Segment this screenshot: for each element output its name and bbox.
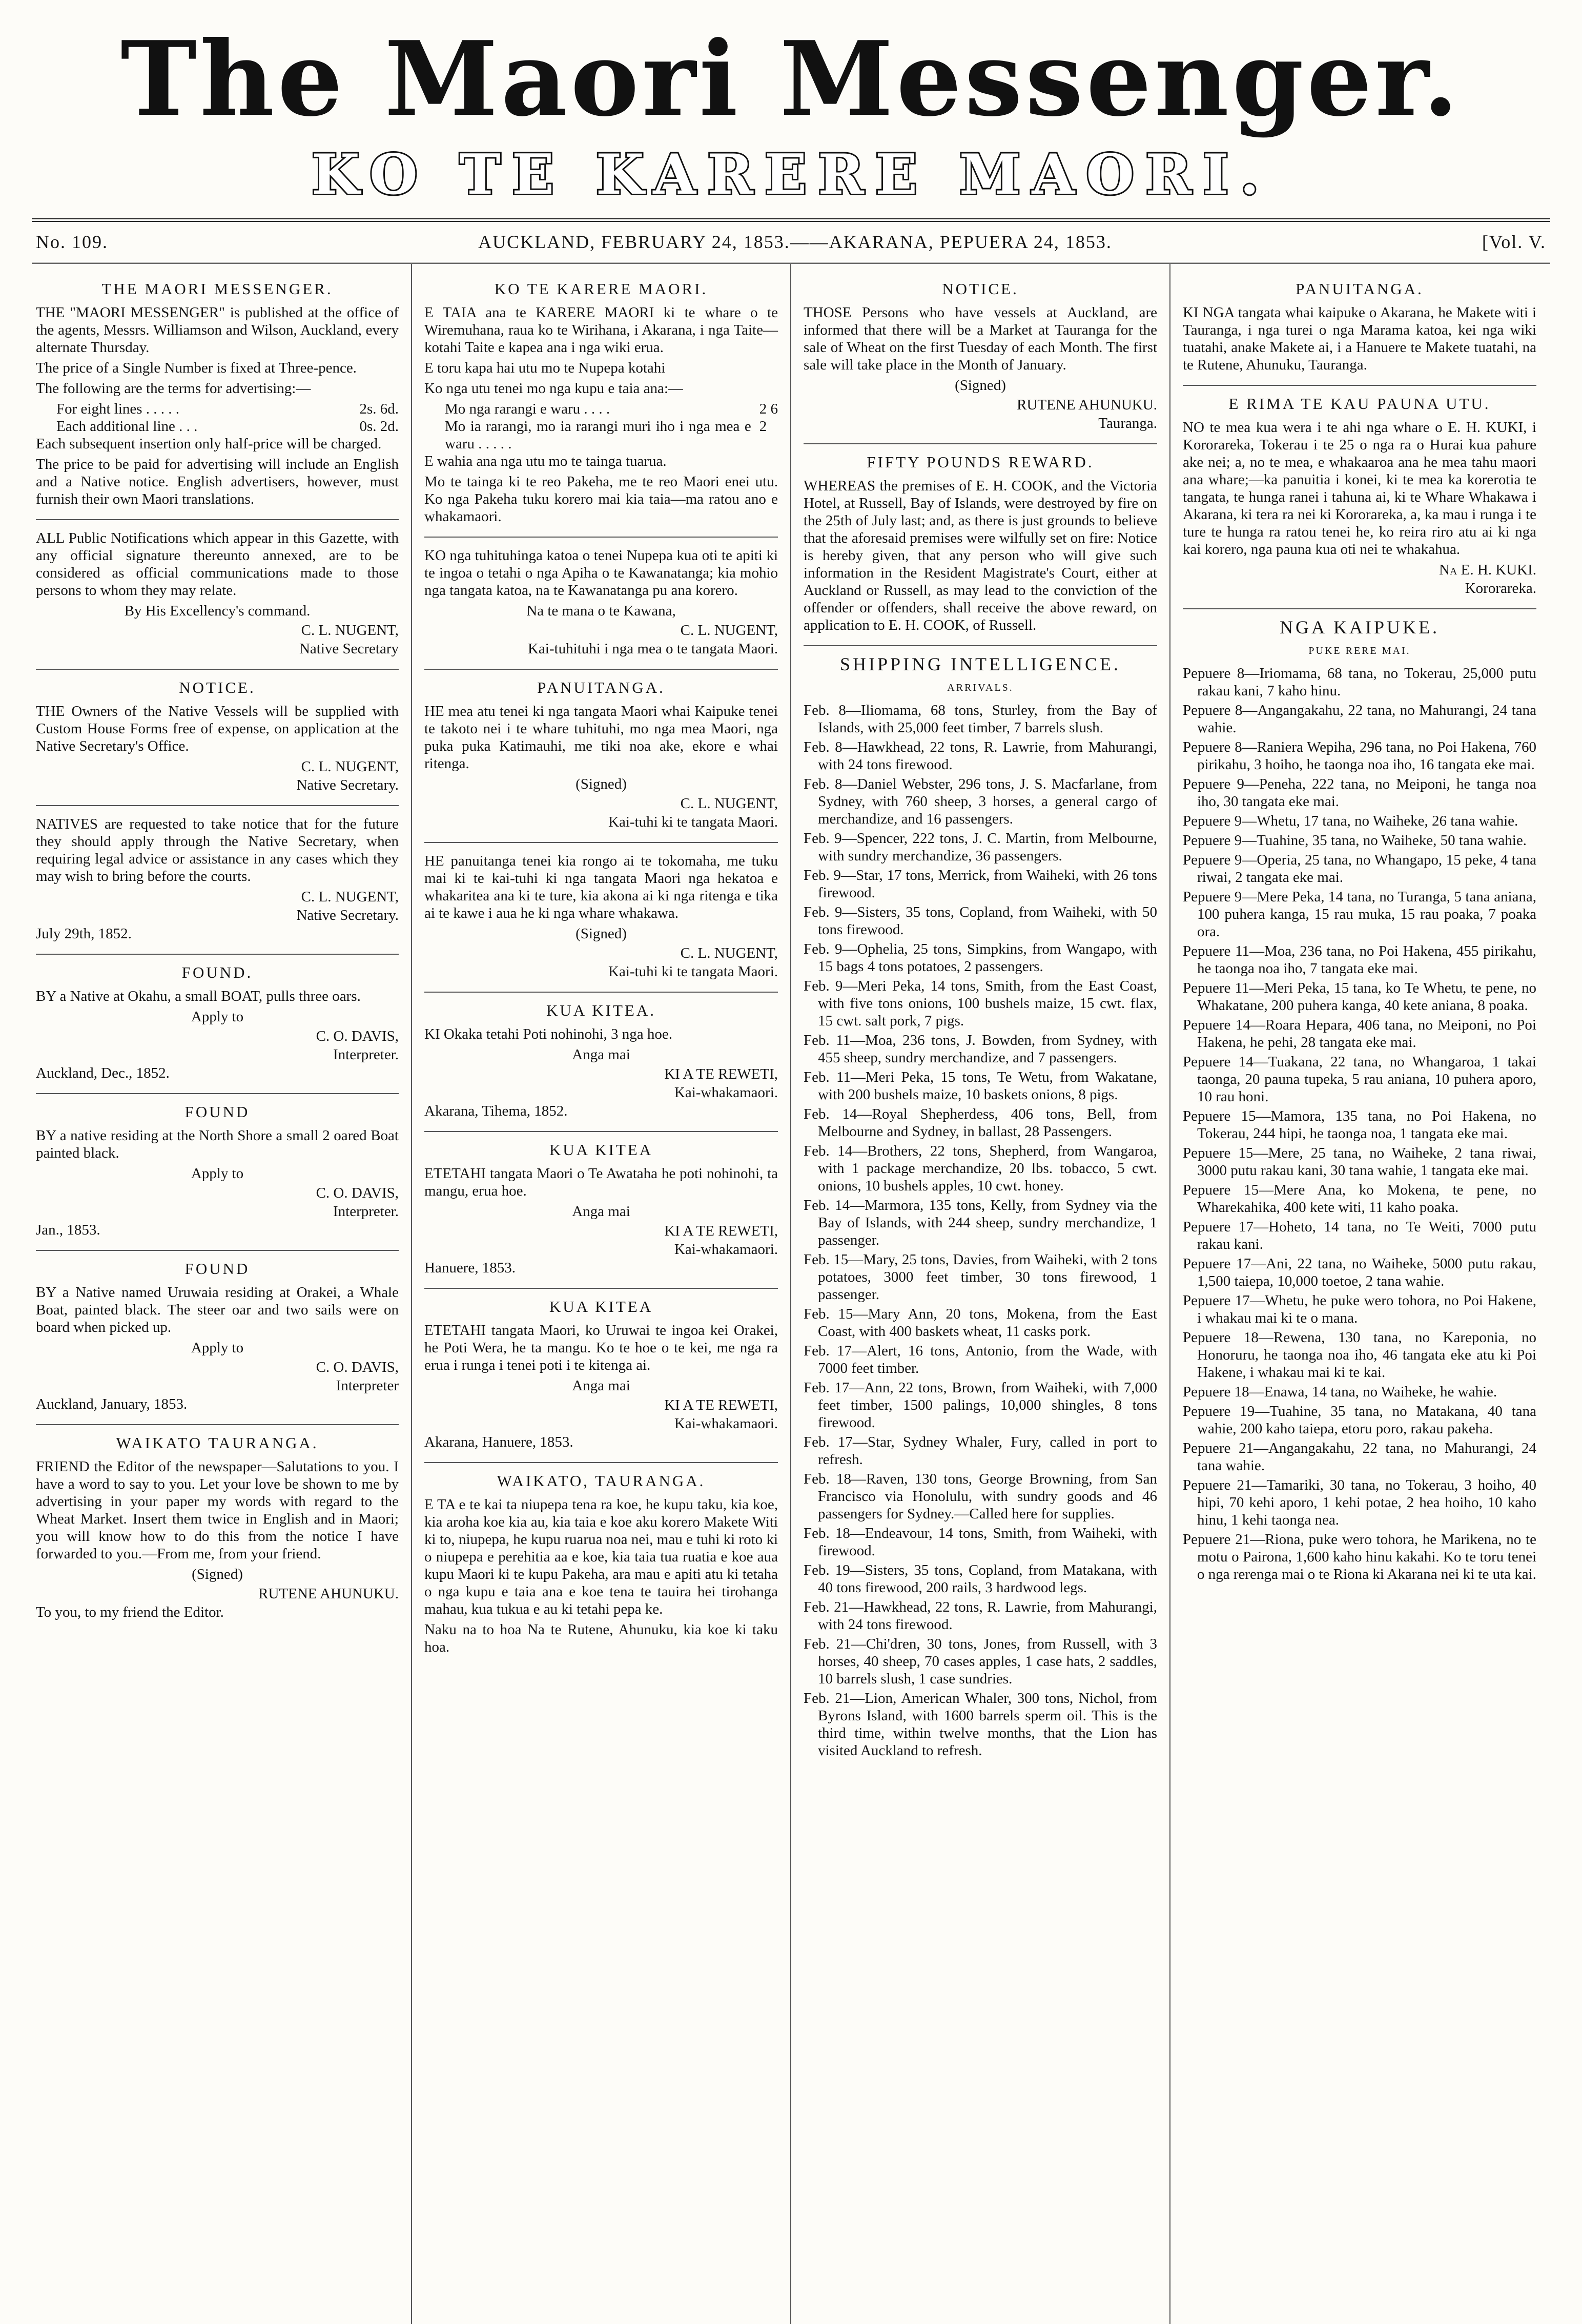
divider [424,1288,778,1289]
notice-signature-title: Native Secretary [299,641,399,657]
arrival-entry: Feb. 9—Ophelia, 25 tons, Simpkins, from Wangapo, with 15 bags 4 tons potatoes, 2 passengers. [804,941,1157,975]
paragraph: E TAIA ana te KARERE MAORI ki te whare o te Wiremuhana, raua ko te Wirihana, i Akarana, i nga Taite—kotahi Taite e kapea ana i nga wiki erua. [424,304,778,356]
notice-place: Tauranga. [1098,415,1157,431]
rate-label: Mo nga rarangi e waru . . . . [445,401,610,417]
notice-signature: C. L. NUGENT, [680,795,778,812]
notice-body: HE mea atu tenei ki nga tangata Maori whai Kaipuke tenei te takoto nei i te whare tuhituhi, mo nga mea Maori, nga puka puka Katimauhi, me tiki noa ake, ekore e whai ritenga. [424,703,778,772]
notice-signature: KI A TE REWETI, [664,1066,778,1082]
notice-signature-title: Interpreter. [333,1203,399,1220]
arrival-entry: Feb. 18—Endeavour, 14 tons, Smith, from Waiheki, with firewood. [804,1525,1157,1559]
rate-value: 0s. 2d. [359,418,399,435]
paragraph: THE "MAORI MESSENGER" is published at the office of the agents, Messrs. Williamson and Wilson, Auckland, every alternate Thursday. [36,304,399,356]
divider [36,1250,399,1251]
arrival-entry: Feb. 11—Moa, 236 tons, J. Bowden, from Sydney, with 455 sheep, sundry merchandize, and 7 passengers. [804,1032,1157,1066]
masthead-rule [32,218,1550,222]
arrival-entry: Pepuere 9—Whetu, 17 tana, no Waiheke, 26 tana wahie. [1183,813,1518,829]
paragraph: E wahia ana nga utu mo te tainga tuarua. [424,453,667,469]
divider [804,443,1157,444]
notice-body: BY a Native named Uruwaia residing at Orakei, a Whale Boat, painted black. The steer oar and two sails were on board when picked up. [36,1284,399,1335]
section-heading: PANUITANGA. [537,678,665,696]
paragraph: The price to be paid for advertising will include an English and a Native notice. English advertisers, however, must furnish their own Maori translations. [36,456,399,507]
arrival-entry: Feb. 8—Hawkhead, 22 tons, R. Lawrie, from Mahurangi, with 24 tons firewood. [804,739,1157,773]
section-subheading: ARRIVALS. [947,682,1014,693]
section-heading: NGA KAIPUKE. [1280,617,1440,637]
arrival-entry: Pepuere 17—Whetu, he puke wero tohora, no Poi Hakene, i whakau mai ki te o mana. [1183,1292,1536,1326]
notice-signature: RUTENE AHUNUKU. [1017,397,1157,413]
arrival-entry: Feb. 9—Meri Peka, 14 tons, Smith, from the East Coast, with five tons onions, 100 bushels maize, 15 cwt. flax, 15 cwt. salt pork, 7 pigs. [804,978,1157,1029]
notice-signature-title: Interpreter [336,1377,399,1394]
notice-signature: C. L. NUGENT, [301,889,399,905]
divider [36,519,399,520]
paragraph: Mo te tainga ki te reo Pakeha, me te reo Maori enei utu. Ko nga Pakeha tuku korero mai kia taia—ma ratou ano e whakamaori. [424,474,778,525]
newspaper-title: The Maori Messenger. [120,19,1462,139]
arrival-entry: Pepuere 19—Tuahine, 35 tana, no Matakana, 40 tana wahie, 200 kaho taiepa, etoru poro, rakau pakeha. [1183,1403,1536,1437]
arrival-entry: Feb. 15—Mary, 25 tons, Davies, from Waiheki, with 2 tons potatoes, 3000 feet timber, 30 tons firewood, 1 passenger. [804,1251,1157,1303]
arrival-entry: Feb. 17—Alert, 16 tons, Antonio, from the Wade, with 7000 feet timber. [804,1343,1157,1376]
section-heading: THE MAORI MESSENGER. [101,280,333,298]
notice-signature: C. O. DAVIS, [316,1359,399,1375]
section-heading: PANUITANGA. [1296,280,1424,298]
rate-label: Each additional line . . . [56,418,198,435]
column-3 [790,264,1169,2324]
arrival-entry: Feb. 11—Meri Peka, 15 tons, Te Wetu, from Wakatane, with 200 bushels maize, 10 baskets onions, 8 pigs. [804,1069,1157,1103]
arrival-entry: Pepuere 21—Riona, puke wero tohora, he Marikena, no te motu o Pairona, 1,600 kaho hinu kakahi. Ko te toru tenei o nga rerenga mai o te Riona ki Akarana nei ki te uta kai. [1183,1531,1536,1582]
notice-signature: Na E. H. KUKI. [1439,562,1536,578]
section-heading: FOUND [184,1103,250,1121]
notice-signature: KI A TE REWETI, [664,1223,778,1239]
section-heading: WAIKATO TAURANGA. [116,1434,319,1452]
arrival-entry: Feb. 14—Brothers, 22 tons, Shepherd, from Wangaroa, with 1 package merchandize, 20 lbs. tobacco, 5 cwt. onions, 10 bushels apples, 10 cwt. honey. [804,1143,1157,1194]
arrival-entry: Feb. 9—Sisters, 35 tons, Copland, from Waiheki, with 50 tons firewood. [804,904,1157,938]
arrival-entry: Feb. 19—Sisters, 35 tons, Copland, from Matakana, with 40 tons firewood, 200 rails, 3 hardwood legs. [804,1562,1157,1596]
letter-signature: RUTENE AHUNUKU. [258,1586,399,1602]
notice-signature: C. L. NUGENT, [680,622,778,639]
divider [424,669,778,670]
section-heading: E RIMA TE KAU PAUNA UTU. [1228,395,1491,413]
arrival-entry: Pepuere 18—Rewena, 130 tana, no Kareponia, no Honoruru, he taonga noa iho, 46 tangata eke atu ki Poi Hakene, i whakau mai ki te kai. [1183,1329,1536,1381]
notice-body: ALL Public Notifications which appear in this Gazette, with any official signature thereunto annexed, are to be considered as official communications made to those persons to whom they may relate. [36,530,399,599]
notice-body: KI NGA tangata whai kaipuke o Akarana, he Makete witi i Tauranga, i nga turei o nga Marama katoa, kei nga wiki tuatahi, anake Makete ai, i a Hanuere te Makete tuatahi, na te Rutene, Ahunuku, Tauranga. [1183,304,1536,373]
notice-body: ETETAHI tangata Maori, ko Uruwai te ingoa kei Orakei, he Poti Wera, he ta mangu. Ko te hoe o te kei, me nga ra erua i runga i tenei poti i te kitenga ai. [424,1322,778,1373]
rate-value: 2 [759,418,767,435]
notice-signature-title: Kai-tuhituhi i nga mea o te tangata Maori. [527,641,778,657]
notice-date: Hanuere, 1853. [424,1260,516,1276]
divider [36,805,399,806]
notice-body: KI Okaka tetahi Poti nohinohi, 3 nga hoe. [424,1026,673,1042]
section-subheading: PUKE RERE MAI. [1308,645,1411,656]
column-1 [32,264,411,2324]
advertising-rates [424,400,778,453]
arrival-entry: Feb. 15—Mary Ann, 20 tons, Mokena, from the East Coast, with 400 baskets wheat, 11 casks pork. [804,1306,1157,1340]
notice-apply: Anga mai [572,1046,630,1063]
arrival-entry: Pepuere 17—Hoheto, 14 tana, no Te Weiti, 7000 putu rakau kani. [1183,1219,1536,1252]
divider [804,645,1157,646]
arrival-entry: Feb. 21—Hawkhead, 22 tons, R. Lawrie, from Mahurangi, with 24 tons firewood. [804,1599,1157,1633]
letter-addressee: To you, to my friend the Editor. [36,1604,224,1620]
arrival-entry: Pepuere 15—Mere Ana, ko Mokena, te pene, no Wharekahika, 400 kete witi, 11 kaho poaka. [1183,1182,1536,1216]
arrival-entry: Feb. 14—Royal Shepherdess, 406 tons, Bell, from Melbourne and Sydney, in ballast, 28 Passengers. [804,1106,1157,1140]
notice-body: KO nga tuhituhinga katoa o tenei Nupepa kua oti te apiti ki te ingoa o tetahi o nga Apiha o te Kawanatanga; kia mohio nga tangata katoa, na te Kawanatanga pu ana korero. [424,547,778,599]
section-heading: SHIPPING INTELLIGENCE. [840,654,1121,674]
arrival-entry: Pepuere 9—Mere Peka, 14 tana, no Turanga, 5 tana aniana, 100 puhera kanga, 15 rau muka, 15 rau poaka, 7 poaka ora. [1183,889,1536,940]
notice-signed: (Signed) [576,776,627,792]
letter-signed: (Signed) [192,1566,243,1582]
notice-apply: Apply to [191,1165,244,1182]
notice-date: Auckland, Dec., 1852. [36,1065,170,1081]
arrivals-list [1183,665,1536,1583]
issue-number: No. 109. [36,232,108,252]
rate-value: 2s. 6d. [359,401,399,417]
notice-body: ETETAHI tangata Maori o Te Awataha he poti nohinohi, ta mangu, erua hoe. [424,1165,778,1199]
arrival-entry: Feb. 17—Star, Sydney Whaler, Fury, called in port to refresh. [804,1434,1157,1468]
divider [1183,608,1536,609]
divider [424,1131,778,1132]
arrival-entry: Pepuere 21—Angangakahu, 22 tana, no Mahurangi, 24 tana wahie. [1183,1440,1536,1474]
letter-closing: Naku na to hoa Na te Rutene, Ahunuku, kia koe ki taku hoa. [424,1621,778,1655]
arrival-entry: Feb. 9—Spencer, 222 tons, J. C. Martin, from Melbourne, with sundry merchandize, 36 passengers. [804,830,1157,864]
letter-body: E TA e te kai ta niupepa tena ra koe, he kupu taku, kia koe, kia aroha koe kia au, kia taia e koe aku korero Makete Witi ki to, niupepa, he kupu ruarua noa nei, mau e tuhi ki roto ki o niupepa e perehitia aa e koe, kia taia tua ruatia e koe aua kupu Maori ki te kupu Pakeha, ara mau e apiti atu ki tetaha o nga kupu e taia ana e koe tena te tauira hei tirohanga mahau, kua tukua e au ki tetahi pepa ke. [424,1496,778,1617]
divider [424,842,778,843]
divider [36,1093,399,1094]
rate-value: 2 6 [759,401,778,417]
notice-body: HE panuitanga tenei kia rongo ai te tokomaha, me tuku mai ki te kai-tuhi ki nga tangata Maori nga hekatoa e whakaritea ana ki te ture, kia akona ai ki nga ritenga e tika ai te kawe i aua he ki nga whare whakawa. [424,853,778,921]
advertising-rates [36,400,399,435]
rate-label: For eight lines . . . . . [56,401,180,417]
notice-body: NO te mea kua wera i te ahi nga whare o E. H. KUKI, i Kororareka, Tokerau i te 25 o nga ra o Hurai kua pahure ake nei; a, no te mea, e whakaaroa ana he mea tahu maori ana whare;—ka panuitia i konei, ki te mea ka korerotia te tangata, te hunga ranei i tahuna ai, ki te Whare Whakawa i Akarana, ki tera ra nei ki Kororareka, a, ka mau i runga i te ture te hunga ra ratou tenei he, ko reira riro atu ai ki nga kai korero, nga pauna kua oti nei te whakahua. [1183,419,1536,558]
notice-date: July 29th, 1852. [36,926,132,942]
paragraph: The following are the terms for advertising:— [36,380,311,397]
notice-signed: (Signed) [955,377,1006,394]
notice-date: Auckland, January, 1853. [36,1396,188,1412]
arrival-entry: Feb. 9—Star, 17 tons, Merrick, from Waiheki, with 26 tons firewood. [804,867,1157,901]
arrival-entry: Pepuere 8—Iriomama, 68 tana, no Tokerau, 25,000 putu rakau kani, 7 kaho hinu. [1183,665,1536,699]
divider [36,669,399,670]
notice-apply: Anga mai [572,1377,630,1394]
notice-date: Jan., 1853. [36,1222,100,1238]
paragraph: E toru kapa hai utu mo te Nupepa kotahi [424,360,666,376]
dateline [32,222,1550,260]
newspaper-subtitle: KO TE KARERE MAORI. [311,142,1271,207]
section-heading: KO TE KARERE MAORI. [494,280,708,298]
arrival-entry: Feb. 8—Iliomama, 68 tons, Sturley, from the Bay of Islands, with 25,000 feet timber, 7 barrels slush. [804,702,1157,736]
arrival-entry: Feb. 18—Raven, 130 tons, George Browning, from San Francisco via Honolulu, with sundry goods and 46 passengers for Sydney.—Called here for supplies. [804,1471,1157,1522]
notice-signature: KI A TE REWETI, [664,1397,778,1413]
arrival-entry: Pepuere 9—Operia, 25 tana, no Whangapo, 15 peke, 4 tana riwai, 2 tangata eke mai. [1183,852,1536,886]
divider [424,537,778,538]
notice-signature-title: Kai-tuhi ki te tangata Maori. [608,963,778,980]
notice-signature-title: Kai-tuhi ki te tangata Maori. [608,814,778,830]
section-heading: KUA KITEA [549,1141,653,1159]
letter-body: FRIEND the Editor of the newspaper—Salutations to you. I have a word to say to you. Let your love be shown to me by advertising in your paper my words with regard to the Wheat Market. Insert them twice in English and in Maori; you will know how to do this from the notice I have forwarded to you.—From me, from your friend. [36,1458,399,1562]
arrival-entry: Pepuere 9—Peneha, 222 tana, no Meiponi, he tanga noa iho, 30 tangata eke mai. [1183,776,1536,810]
paragraph: Each subsequent insertion only half-price will be charged. [36,436,382,452]
notice-signature: C. L. NUGENT, [301,622,399,639]
arrival-entry: Feb. 21—Lion, American Whaler, 300 tons, Nichol, from Byrons Island, with 1600 barrels sperm oil. This is the third time, within twelve months, that the Lion has visited Auckland to refresh. [804,1690,1157,1759]
notice-signature: C. L. NUGENT, [680,945,778,961]
arrival-entry: Pepuere 11—Meri Peka, 15 tana, ko Te Whetu, te pene, no Whakatane, 200 puhera kanga, 40 kete aniana, 8 poaka. [1183,980,1536,1014]
notice-signature-title: Interpreter. [333,1046,399,1063]
section-heading: NOTICE. [942,280,1019,298]
section-heading: NOTICE. [179,678,256,696]
divider [424,1462,778,1463]
arrival-entry: Feb. 21—Chi'dren, 30 tons, Jones, from Russell, with 3 horses, 40 sheep, 70 cases apples, 1 case hats, 2 saddles, 10 barrels slush, 1 case sundries. [804,1636,1157,1687]
notice-body: THE Owners of the Native Vessels will be supplied with Custom House Forms free of expense, on application at the Native Secretary's Office. [36,703,399,754]
notice-date: Akarana, Tihema, 1852. [424,1103,568,1119]
notice-body: THOSE Persons who have vessels at Auckland, are informed that there will be a Market at Tauranga for the sale of Wheat on the first Tuesday of each Month. The first sale will take place in the Month of January. [804,304,1157,373]
notice-signature-title: Native Secretary. [296,907,399,923]
arrival-entry: Pepuere 15—Mere, 25 tana, no Waiheke, 2 tana riwai, 3000 putu rakau kani, 30 tana wahie, 1 tangata eke mai. [1183,1145,1536,1179]
notice-apply: Apply to [191,1340,244,1356]
notice-date: Akarana, Hanuere, 1853. [424,1434,573,1450]
arrival-entry: Pepuere 8—Raniera Wepiha, 296 tana, no Poi Hakena, 760 pirikahu, 3 hoiho, he taonga noa iho, 16 tangata eke mai. [1183,739,1536,773]
arrival-entry: Pepuere 17—Ani, 22 tana, no Waiheke, 5000 putu rakau, 1,500 taiepa, 10,000 toetoe, 2 tana wahie. [1183,1256,1536,1289]
notice-place: Kororareka. [1465,580,1536,597]
divider [36,1424,399,1425]
notice-signature-title: Kai-whakamaori. [674,1415,778,1432]
arrival-entry: Pepuere 21—Tamariki, 30 tana, no Tokerau, 3 hoiho, 40 hipi, 70 kehi aporo, 1 kehi potae, 2 hea hoiho, 10 kaho hinu, 1 kehi taonga nea. [1183,1477,1536,1528]
notice-body: BY a Native at Okahu, a small BOAT, pulls three oars. [36,988,361,1004]
notice-signature: C. O. DAVIS, [316,1028,399,1044]
column-4 [1169,264,1549,2324]
section-heading: KUA KITEA. [546,1001,656,1019]
notice-body: WHEREAS the premises of E. H. COOK, and the Victoria Hotel, at Russell, Bay of Islands, were destroyed by fire on the 25th of July last; and, as there is just grounds to believe that the aforesaid premises were wilfully set on fire: Notice is hereby given, that any person who will give such information in the Resident Magistrate's Court, either at Auckland or Russell, as may lead to the conviction of the offender or offenders, shall receive the above reward, on application to E. H. COOK, of Russell. [804,478,1157,633]
arrival-entry: Pepuere 9—Tuahine, 35 tana, no Waiheke, 50 tana wahie. [1183,832,1527,849]
section-heading: KUA KITEA [549,1298,653,1315]
paragraph: Ko nga utu tenei mo nga kupu e taia ana:— [424,380,683,397]
issue-volume: [Vol. V. [1482,232,1546,252]
notice-signature: C. L. NUGENT, [301,758,399,775]
column-2 [411,264,790,2324]
arrival-entry: Pepuere 15—Mamora, 135 tana, no Poi Hakena, no Tokerau, 244 hipi, he taonga noa, 1 tangata eke mai. [1183,1108,1536,1142]
notice-signature-title: Native Secretary. [296,777,399,793]
divider [36,954,399,955]
arrival-entry: Pepuere 14—Tuakana, 22 tana, no Whangaroa, 1 takai taonga, 20 pauna tupeka, 5 rau aniana, 10 puhera aporo, 10 rau honi. [1183,1054,1536,1105]
columns [32,262,1550,2324]
section-heading: FIFTY POUNDS REWARD. [867,453,1094,471]
notice-body: NATIVES are requested to take notice that for the future they should apply through the Native Secretary, when requiring legal advice or assistance in any cases which they may wish to bring before the courts. [36,816,399,885]
notice-signed: (Signed) [576,926,627,942]
arrivals-list [804,702,1157,1759]
notice-signature: C. O. DAVIS, [316,1185,399,1201]
issue-date: AUCKLAND, FEBRUARY 24, 1853.——AKARANA, PEPUERA 24, 1853. [478,232,1112,252]
notice-apply: Anga mai [572,1203,630,1220]
section-heading: FOUND. [181,963,253,981]
notice-body: BY a native residing at the North Shore a small 2 oared Boat painted black. [36,1127,399,1161]
arrival-entry: Pepuere 18—Enawa, 14 tana, no Waiheke, he wahie. [1183,1384,1497,1400]
arrival-entry: Pepuere 14—Roara Hepara, 406 tana, no Meiponi, no Poi Hakena, he pehi, 28 tangata eke mai. [1183,1017,1536,1051]
paragraph: The price of a Single Number is fixed at Three-pence. [36,360,357,376]
arrival-entry: Feb. 8—Daniel Webster, 296 tons, J. S. Macfarlane, from Sydney, with 760 sheep, 3 horses, a general cargo of merchandize, and 16 passengers. [804,776,1157,827]
notice-signature-title: Kai-whakamaori. [674,1084,778,1101]
rate-label: Mo ia rarangi, mo ia rarangi muri iho i nga mea e waru . . . . . [445,418,751,452]
section-heading: WAIKATO, TAURANGA. [497,1472,706,1490]
notice-authority: Na te mana o te Kawana, [526,603,676,619]
arrival-entry: Pepuere 11—Moa, 236 tana, no Poi Hakena, 455 pirikahu, he taonga noa iho, 7 tangata eke mai. [1183,943,1536,977]
notice-authority: By His Excellency's command. [124,603,311,619]
divider [1183,385,1536,386]
notice-signature-title: Kai-whakamaori. [674,1241,778,1258]
notice-apply: Apply to [191,1009,244,1025]
arrival-entry: Feb. 14—Marmora, 135 tons, Kelly, from Sydney via the Bay of Islands, with 244 sheep, sundry merchandize, 1 passenger. [804,1197,1157,1248]
section-heading: FOUND [184,1260,250,1278]
divider [424,992,778,993]
arrival-entry: Pepuere 8—Angangakahu, 22 tana, no Mahurangi, 24 tana wahie. [1183,702,1536,736]
masthead [32,20,1550,208]
arrival-entry: Feb. 17—Ann, 22 tons, Brown, from Waiheki, with 7,000 feet timber, 1500 palings, 10,000 shingles, 8 tons firewood. [804,1380,1157,1431]
